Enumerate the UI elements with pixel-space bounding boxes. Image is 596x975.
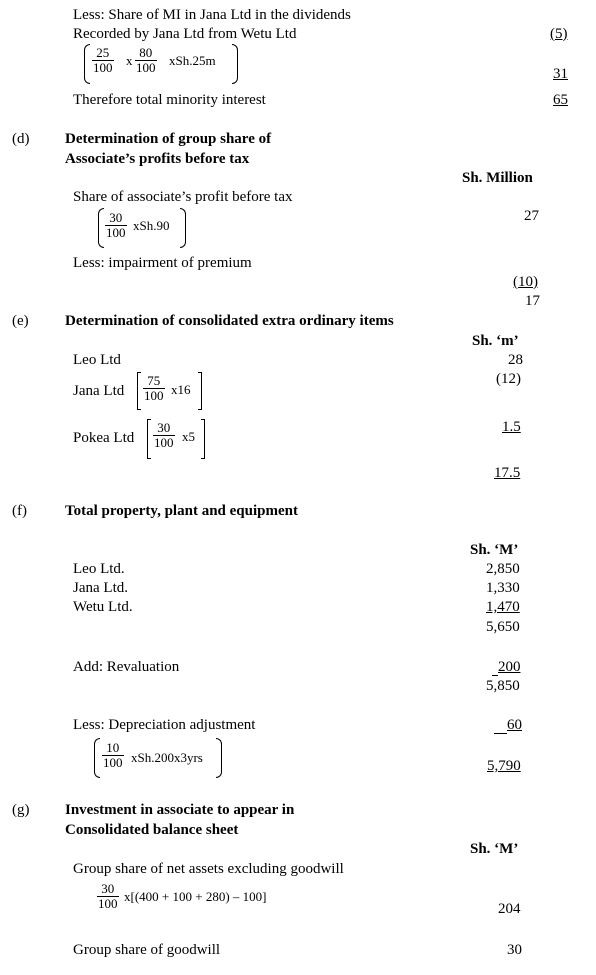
goodwill-label: Group share of goodwill: [73, 942, 221, 958]
section-letter-f: (f): [12, 503, 27, 519]
jana-ltd-label: Jana Ltd: [73, 383, 125, 399]
depreciation-label: Less: Depreciation adjustment: [73, 717, 256, 733]
ppe-subtotal-1: 5,650: [486, 619, 520, 635]
ppe-row-value: 2,850: [486, 561, 520, 577]
section-d-column-head: Sh. Million: [462, 170, 533, 186]
mi-dividend-line2: Recorded by Jana Ltd from Wetu Ltd: [73, 26, 297, 42]
ppe-row-label: Jana Ltd.: [73, 580, 128, 596]
underline-pad: [494, 733, 507, 734]
left-paren: [98, 208, 104, 248]
fraction-80-100: $\frac{80}{100}$: [136, 45, 156, 75]
mi-dividend-value: (5): [550, 26, 568, 42]
mi-dividend-line1: Less: Share of MI in Jana Ltd in the dividends: [73, 7, 351, 23]
section-letter-d: (d): [12, 131, 30, 147]
section-d-heading-1: Determination of group share of: [65, 131, 272, 147]
section-d-heading-2: Associate’s profits before tax: [65, 151, 250, 167]
section-g-heading-2: Consolidated balance sheet: [65, 822, 239, 838]
fraction-30-100: $\frac{30}{100}$: [154, 420, 174, 450]
net-assets-multiplier: x[(400 + 100 + 280) – 100]: [124, 889, 267, 904]
section-g-column-head: Sh. ‘M’: [470, 841, 519, 857]
revaluation-value: 200: [498, 659, 521, 675]
section-e-total: 17.5: [494, 465, 521, 481]
depreciation-multiplier: xSh.200x3yrs: [131, 750, 203, 765]
net-assets-value: 204: [498, 901, 521, 917]
pokea-ltd-label: Pokea Ltd: [73, 430, 135, 446]
section-letter-g: (g): [12, 802, 30, 818]
times-sign: x: [126, 53, 133, 68]
ppe-subtotal-2: 5,850: [486, 678, 520, 694]
fraction-25-100: $\frac{25}{100}$: [93, 45, 113, 75]
depreciation-value: 60: [507, 717, 522, 733]
associate-profit-value: 27: [524, 208, 539, 224]
section-letter-e: (e): [12, 313, 29, 329]
section-e-column-head: Sh. ‘m’: [472, 333, 519, 349]
fraction-75-100: $\frac{75}{100}$: [144, 373, 164, 403]
jana-multiplier: x16: [171, 382, 191, 397]
pokea-multiplier: x5: [182, 429, 195, 444]
right-bracket: [201, 419, 205, 459]
fraction-30-100: $\frac{30}{100}$: [98, 881, 118, 911]
ppe-row-value: 1,470: [486, 599, 520, 615]
mi-share-value: 31: [553, 66, 568, 82]
mi-total-value: 65: [553, 92, 568, 108]
right-bracket: [198, 372, 202, 410]
section-g-heading-1: Investment in associate to appear in: [65, 802, 295, 818]
associate-profit-label: Share of associate’s profit before tax: [73, 189, 293, 205]
fraction-10-100: $\frac{10}{100}$: [103, 740, 123, 770]
right-paren: [180, 208, 186, 248]
underline-pad: [492, 675, 498, 676]
ppe-row-value: 1,330: [486, 580, 520, 596]
associate-multiplier: xSh.90: [133, 218, 170, 233]
left-paren: [84, 44, 90, 84]
mi-multiplier: xSh.25m: [169, 53, 216, 68]
ppe-row-label: Leo Ltd.: [73, 561, 125, 577]
net-assets-label: Group share of net assets excluding goodwill: [73, 861, 344, 877]
impairment-label: Less: impairment of premium: [73, 255, 252, 271]
revaluation-label: Add: Revaluation: [73, 659, 180, 675]
section-f-total: 5,790: [487, 758, 521, 774]
right-paren: [232, 44, 238, 84]
left-bracket: [137, 372, 141, 410]
fraction-30-100: $\frac{30}{100}$: [106, 210, 126, 240]
mi-total-label: Therefore total minority interest: [73, 92, 266, 108]
left-bracket: [147, 419, 151, 459]
section-d-total: 17: [525, 293, 540, 309]
left-paren: [94, 738, 100, 778]
section-f-heading: Total property, plant and equipment: [65, 503, 298, 519]
leo-ltd-label: Leo Ltd: [73, 352, 121, 368]
section-e-heading: Determination of consolidated extra ordinary items: [65, 313, 394, 329]
jana-ltd-value: (12): [496, 371, 521, 387]
ppe-row-label: Wetu Ltd.: [73, 599, 133, 615]
impairment-value: (10): [513, 274, 538, 290]
pokea-ltd-value: 1.5: [502, 419, 521, 435]
section-f-column-head: Sh. ‘M’: [470, 542, 519, 558]
right-paren: [216, 738, 222, 778]
goodwill-value: 30: [507, 942, 522, 958]
leo-ltd-value: 28: [508, 352, 523, 368]
